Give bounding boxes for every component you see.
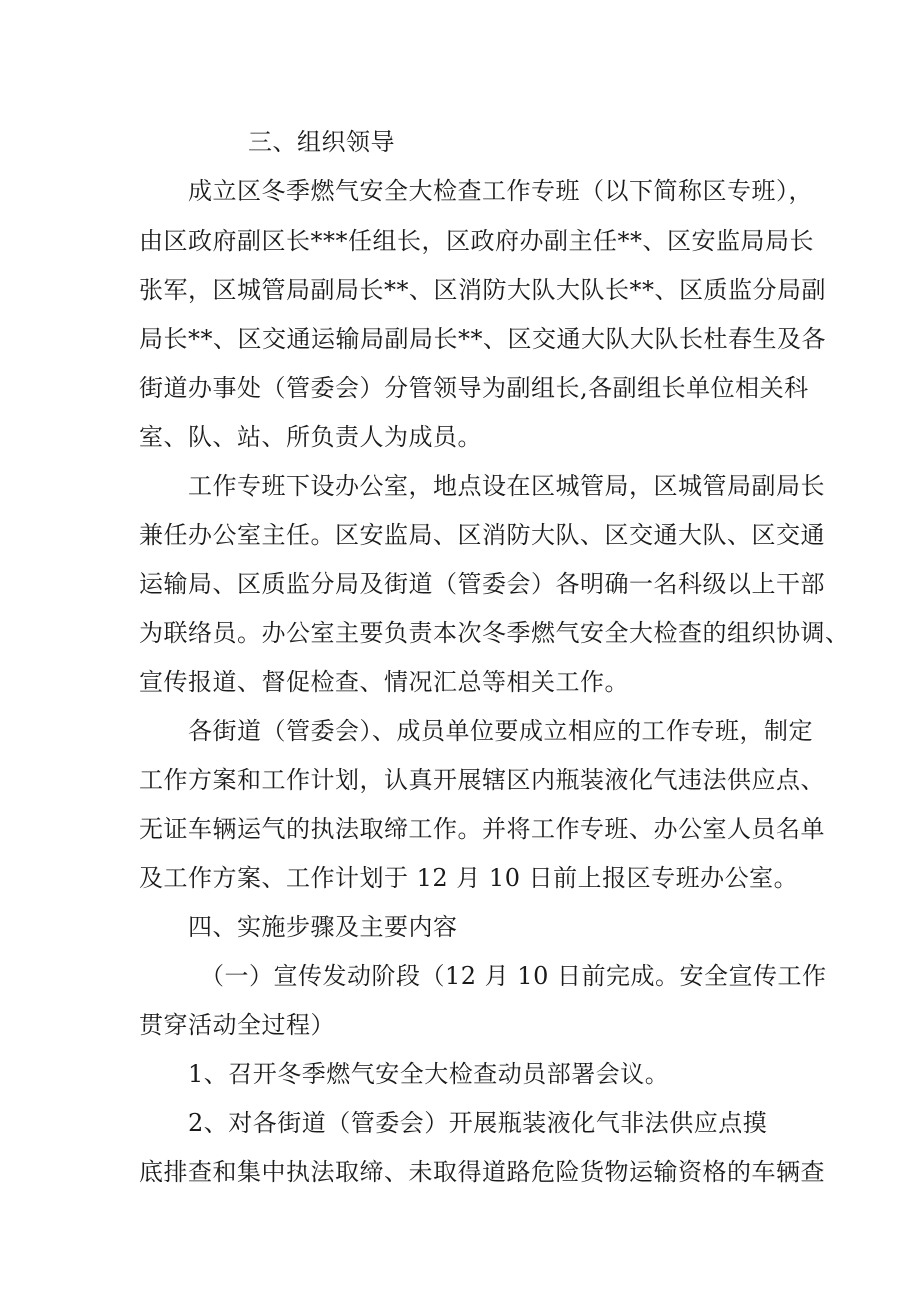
paragraph-line: 各街道（管委会）、成员单位要成立相应的工作专班，制定 [188,717,813,745]
paragraph-line: 为联络员。办公室主要负责本次冬季燃气安全大检查的组织协调、 [139,619,850,647]
list-item: 1、召开冬季燃气安全大检查动员部署会议。 [188,1060,670,1088]
paragraph-line: 贯穿活动全过程） [139,1011,335,1039]
section-heading-organization: 三、组织领导 [248,128,395,156]
section-heading-steps: 四、实施步骤及主要内容 [188,913,458,941]
paragraph-line: 由区政府副区长***任组长，区政府办副主任**、区安监局局长 [139,227,814,255]
paragraph-line: 兼任办公室主任。区安监局、区消防大队、区交通大队、区交通 [139,521,825,549]
paragraph-line: 无证车辆运气的执法取缔工作。并将工作专班、办公室人员名单 [139,815,825,843]
paragraph-line: 室、队、站、所负责人为成员。 [139,423,482,451]
paragraph-line: 宣传报道、督促检查、情况汇总等相关工作。 [139,668,629,696]
paragraph-line: 运输局、区质监分局及街道（管委会）各明确一名科级以上干部 [139,570,825,598]
subsection-heading: （一）宣传发动阶段（12 月 10 日前完成。安全宣传工作 [200,962,827,990]
list-item: 2、对各街道（管委会）开展瓶装液化气非法供应点摸 [188,1109,768,1137]
paragraph-line: 张军，区城管局副局长**、区消防大队大队长**、区质监分局副 [139,276,826,304]
paragraph-line: 及工作方案、工作计划于 12 月 10 日前上报区专班办公室。 [139,864,799,892]
paragraph-line: 工作方案和工作计划，认真开展辖区内瓶装液化气违法供应点、 [139,766,825,794]
paragraph-line: 街道办事处（管委会）分管领导为副组长,各副组长单位相关科 [139,374,809,402]
paragraph-line: 工作专班下设办公室，地点设在区城管局，区城管局副局长 [188,472,825,500]
paragraph-line: 成立区冬季燃气安全大检查工作专班（以下简称区专班）， [188,177,813,205]
paragraph-line: 局长**、区交通运输局副局长**、区交通大队大队长杜春生及各 [139,325,826,353]
paragraph-line: 底排查和集中执法取缔、未取得道路危险货物运输资格的车辆查 [139,1158,825,1186]
